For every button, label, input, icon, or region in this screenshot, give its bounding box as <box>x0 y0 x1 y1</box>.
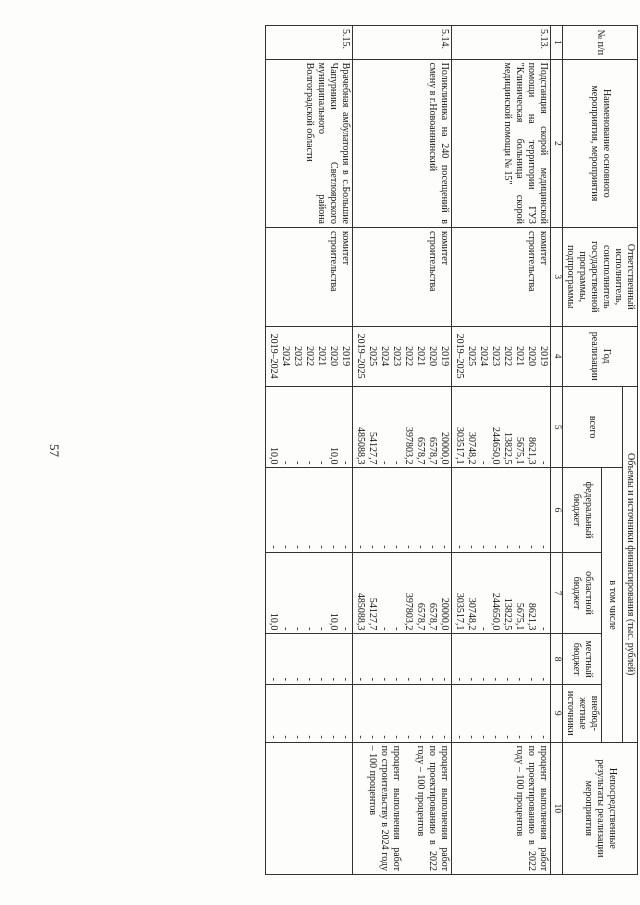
row-number: 5.13. <box>451 26 550 60</box>
row-number: 5.14. <box>352 26 451 60</box>
regional-value: - <box>303 627 315 631</box>
col-number: 9 <box>550 684 562 742</box>
federal-cell <box>352 468 451 552</box>
col-number: 6 <box>550 468 562 552</box>
row-executor: комитет строительства <box>352 228 451 327</box>
header-local: местный бюджет <box>563 634 602 685</box>
local-value: - <box>426 677 438 681</box>
year-value: 2022 <box>402 346 414 367</box>
header-result: Непосредственные результаты реализации мероприятия <box>563 742 638 874</box>
extra-value: - <box>489 735 501 739</box>
regional-value: - <box>339 627 351 631</box>
total-value: 6578,7 <box>414 436 426 465</box>
total-value: 397803,2 <box>402 426 414 465</box>
header-executor: Ответственный исполнитель, соисполнитель государственной программы, подпрограммы <box>563 228 638 327</box>
row-result <box>451 742 550 874</box>
local-value: - <box>438 677 450 681</box>
federal-value: - <box>390 545 402 549</box>
extra-value: - <box>279 735 291 739</box>
row-name: Врачебная амбулатория в с.Большие Чапурники Светлоярского муниципального района Волгоградской области <box>265 59 352 227</box>
local-value: - <box>303 677 315 681</box>
table-row <box>451 26 550 875</box>
federal-value: - <box>525 545 537 549</box>
federal-value: - <box>291 545 303 549</box>
federal-cell <box>451 468 550 552</box>
total-value: 6578,7 <box>426 436 438 465</box>
regional-value: 10,0 <box>327 612 339 631</box>
extra-value: - <box>525 735 537 739</box>
extra-value: - <box>378 735 390 739</box>
regional-value: - <box>477 627 489 631</box>
federal-value: - <box>426 545 438 549</box>
year-value: 2021 <box>513 346 525 367</box>
total-value: 485088,3 <box>354 426 366 465</box>
year-value: 2019 <box>537 346 549 367</box>
col-number: 3 <box>550 228 562 327</box>
year-value: 2022 <box>501 346 513 367</box>
row-name: Поликлиника на 240 посещений в смену в г.Новоаннинский <box>352 59 451 227</box>
local-value: - <box>537 677 549 681</box>
extra-value: - <box>303 735 315 739</box>
federal-cell <box>265 468 352 552</box>
regional-value: 54127,7 <box>366 597 378 631</box>
year-value: 2025 <box>366 346 378 367</box>
year-value: 2025 <box>465 346 477 367</box>
year-value: 2019 <box>438 346 450 367</box>
regional-value: - <box>390 627 402 631</box>
local-value: - <box>402 677 414 681</box>
header-funding: Объемы и источники финансирования (тыс. рублей) <box>623 386 638 742</box>
extra-value: - <box>414 735 426 739</box>
col-number: 8 <box>550 634 562 685</box>
header-extra: внебюд-жетные источники <box>563 684 602 742</box>
year-value: 2021 <box>315 346 327 367</box>
result-text: процент выполнения работ по строительству в 2024 году – 100 процентов <box>366 745 402 871</box>
local-value: - <box>414 677 426 681</box>
local-value: - <box>378 677 390 681</box>
regional-value: 6578,7 <box>414 602 426 631</box>
extra-value: - <box>513 735 525 739</box>
header-regional: областной бюджет <box>563 552 602 634</box>
header-year: Год реализации <box>563 326 638 386</box>
row-name: Подстанция скорой медицинской помощи на территории ГУЗ "Клиническая больница скорой медицинской помощи № 15" <box>451 59 550 227</box>
rotated-table-wrapper <box>93 25 638 875</box>
total-value: 5675,1 <box>513 436 525 465</box>
year-value: 2023 <box>291 346 303 367</box>
regional-value: - <box>378 627 390 631</box>
row-result <box>352 742 451 874</box>
year-value: 2020 <box>327 346 339 367</box>
extra-cell <box>451 684 550 742</box>
col-number: 1 <box>550 26 562 60</box>
year-value: 2022 <box>303 346 315 367</box>
total-value: - <box>537 461 549 465</box>
year-value: 2019–2025 <box>354 333 366 379</box>
local-value: - <box>390 677 402 681</box>
col-number: 10 <box>550 742 562 874</box>
header-federal: федеральный бюджет <box>563 468 602 552</box>
local-cell <box>451 634 550 685</box>
federal-value: - <box>354 545 366 549</box>
federal-value: - <box>477 545 489 549</box>
federal-value: - <box>267 545 279 549</box>
regional-cell <box>451 552 550 634</box>
total-value: 10,0 <box>327 446 339 465</box>
local-value: - <box>453 677 465 681</box>
federal-value: - <box>414 545 426 549</box>
federal-value: - <box>366 545 378 549</box>
regional-value: - <box>537 627 549 631</box>
local-value: - <box>489 677 501 681</box>
local-value: - <box>366 677 378 681</box>
federal-value: - <box>438 545 450 549</box>
local-value: - <box>477 677 489 681</box>
year-value: 2024 <box>477 346 489 367</box>
table-row <box>352 26 451 875</box>
federal-value: - <box>327 545 339 549</box>
regional-value: 5675,1 <box>513 602 525 631</box>
extra-value: - <box>327 735 339 739</box>
extra-value: - <box>315 735 327 739</box>
extra-value: - <box>402 735 414 739</box>
total-value: 8621,3 <box>525 436 537 465</box>
extra-cell <box>265 684 352 742</box>
total-cell <box>451 386 550 468</box>
local-value: - <box>339 677 351 681</box>
regional-value: 20000,0 <box>438 597 450 631</box>
page-number: 57 <box>47 444 62 457</box>
total-value: 30748,2 <box>465 431 477 465</box>
row-executor: комитет строительства <box>451 228 550 327</box>
federal-value: - <box>315 545 327 549</box>
local-value: - <box>267 677 279 681</box>
col-number: 5 <box>550 386 562 468</box>
federal-value: - <box>453 545 465 549</box>
year-value: 2024 <box>378 346 390 367</box>
local-value: - <box>291 677 303 681</box>
extra-value: - <box>438 735 450 739</box>
total-cell <box>352 386 451 468</box>
total-value: 54127,7 <box>366 431 378 465</box>
local-value: - <box>327 677 339 681</box>
regional-value: 244650,0 <box>489 592 501 631</box>
federal-value: - <box>501 545 513 549</box>
year-value: 2023 <box>489 346 501 367</box>
header-num: № п/п <box>563 26 638 60</box>
year-cell <box>352 326 451 386</box>
year-value: 2020 <box>525 346 537 367</box>
local-value: - <box>525 677 537 681</box>
local-value: - <box>279 677 291 681</box>
federal-value: - <box>303 545 315 549</box>
regional-value: 397803,2 <box>402 592 414 631</box>
regional-value: - <box>279 627 291 631</box>
total-value: - <box>339 461 351 465</box>
federal-value: - <box>513 545 525 549</box>
year-cell <box>451 326 550 386</box>
total-value: 244650,0 <box>489 426 501 465</box>
extra-value: - <box>354 735 366 739</box>
row-result <box>265 742 352 874</box>
extra-cell <box>352 684 451 742</box>
local-value: - <box>513 677 525 681</box>
regional-cell <box>265 552 352 634</box>
extra-value: - <box>366 735 378 739</box>
total-value: - <box>279 461 291 465</box>
year-value: 2023 <box>390 346 402 367</box>
extra-value: - <box>477 735 489 739</box>
regional-cell <box>352 552 451 634</box>
federal-value: - <box>378 545 390 549</box>
column-numbers-row <box>550 26 562 875</box>
extra-value: - <box>426 735 438 739</box>
year-value: 2019–2024 <box>267 333 279 379</box>
regional-value: 13822,5 <box>501 597 513 631</box>
regional-value: - <box>291 627 303 631</box>
federal-value: - <box>537 545 549 549</box>
header-total: всего <box>563 386 623 468</box>
total-value: - <box>315 461 327 465</box>
extra-value: - <box>453 735 465 739</box>
local-value: - <box>501 677 513 681</box>
total-value: 13822,5 <box>501 431 513 465</box>
local-value: - <box>354 677 366 681</box>
local-value: - <box>315 677 327 681</box>
extra-value: - <box>291 735 303 739</box>
total-value: 20000,0 <box>438 431 450 465</box>
col-number: 7 <box>550 552 562 634</box>
federal-value: - <box>489 545 501 549</box>
extra-value: - <box>537 735 549 739</box>
row-number: 5.15. <box>265 26 352 60</box>
header-name: Наименование основного мероприятия, мероприятия <box>563 59 638 227</box>
year-value: 2020 <box>426 346 438 367</box>
regional-value: 30748,2 <box>465 597 477 631</box>
year-value: 2021 <box>414 346 426 367</box>
table-row <box>265 26 352 875</box>
local-value: - <box>465 677 477 681</box>
local-cell <box>352 634 451 685</box>
total-cell <box>265 386 352 468</box>
regional-value: 6578,7 <box>426 602 438 631</box>
col-number: 2 <box>550 59 562 227</box>
extra-value: - <box>390 735 402 739</box>
federal-value: - <box>339 545 351 549</box>
total-value: - <box>378 461 390 465</box>
year-value: 2024 <box>279 346 291 367</box>
extra-value: - <box>267 735 279 739</box>
local-cell <box>265 634 352 685</box>
year-value: 2019–2025 <box>453 333 465 379</box>
year-value: 2019 <box>339 346 351 367</box>
federal-value: - <box>402 545 414 549</box>
total-value: - <box>291 461 303 465</box>
result-text: процент выполнения работ по проектированию в 2022 году – 100 процентов <box>513 745 549 871</box>
federal-value: - <box>279 545 291 549</box>
extra-value: - <box>465 735 477 739</box>
regional-value: 10,0 <box>267 612 279 631</box>
total-value: 303517,1 <box>453 426 465 465</box>
extra-value: - <box>339 735 351 739</box>
col-number: 4 <box>550 326 562 386</box>
total-value: - <box>390 461 402 465</box>
extra-value: - <box>501 735 513 739</box>
federal-value: - <box>465 545 477 549</box>
year-cell <box>265 326 352 386</box>
regional-value: 303517,1 <box>453 592 465 631</box>
total-value: - <box>477 461 489 465</box>
total-value: - <box>303 461 315 465</box>
row-executor: комитет строительства <box>265 228 352 327</box>
total-value: 10,0 <box>267 446 279 465</box>
header-including: в том числе <box>602 468 623 742</box>
regional-value: - <box>315 627 327 631</box>
result-text: процент выполнения работ по проектированию в 2022 году – 100 процентов <box>414 745 450 871</box>
regional-value: 485088,3 <box>354 592 366 631</box>
financing-table <box>265 25 638 875</box>
regional-value: 8621,3 <box>525 602 537 631</box>
